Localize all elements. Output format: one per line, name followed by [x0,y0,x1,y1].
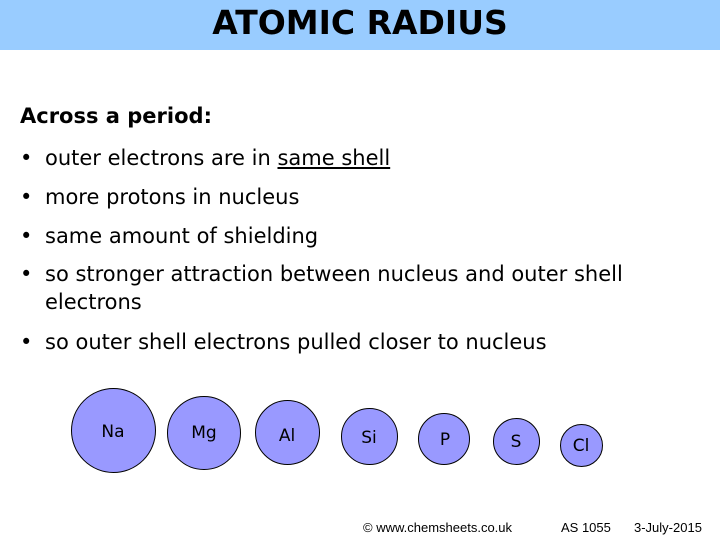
footer-copyright: © www.chemsheets.co.uk [363,520,513,535]
bullet-text: outer electrons are in [45,146,278,170]
page-title: ATOMIC RADIUS [212,3,508,42]
bullet-text: more protons in nucleus [45,185,300,209]
bullet-text: so stronger attraction between nucleus and outer shell electrons [45,262,623,314]
underlined-text: same shell [277,146,391,170]
atom-label-mg: Mg [191,423,217,443]
bullet-text: same amount of shielding [45,224,319,248]
bullet-text: so outer shell electrons pulled closer to nucleus [45,330,547,354]
bullet-icon: • [20,146,33,170]
bullet-icon: • [20,185,33,209]
subheading: Across a period: [20,104,212,128]
title-bar [0,0,720,50]
atom-label-na: Na [101,422,125,442]
bullet-icon: • [20,224,33,248]
atom-label-si: Si [361,428,377,448]
atom-label-p: P [439,430,451,450]
atom-label-al: Al [278,426,296,446]
footer-code: AS 1055 [561,520,611,535]
list-item-text [45,144,665,172]
atom-label-s: S [510,432,522,452]
atom-label-cl: Cl [572,436,590,456]
bullet-icon: • [20,330,33,354]
bullet-icon: • [20,262,33,286]
footer-date: 3-July-2015 [634,520,702,535]
